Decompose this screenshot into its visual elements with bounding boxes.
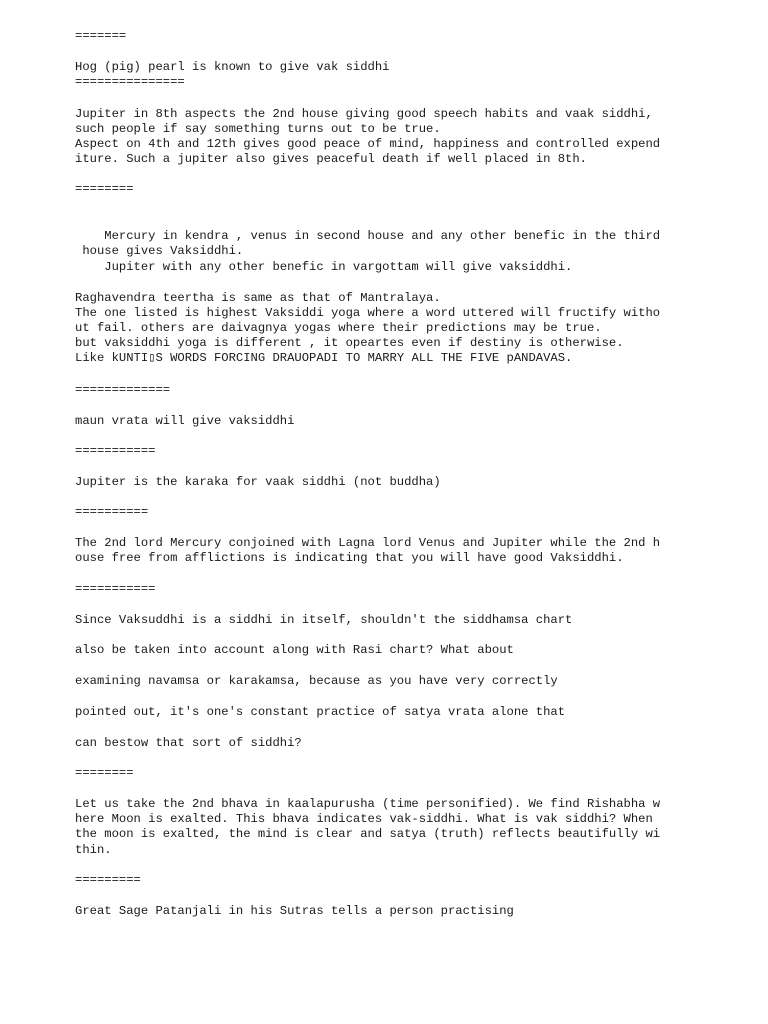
- text-line: but vaksiddhi yoga is different , it opeartes even if destiny is otherwise.: [75, 336, 624, 350]
- separator-line: ===============: [75, 75, 185, 89]
- text-line: also be taken into account along with Rasi chart? What about: [75, 643, 514, 657]
- text-line: Raghavendra teertha is same as that of Mantralaya.: [75, 291, 441, 305]
- separator-line: ===========: [75, 582, 156, 596]
- text-line: Aspect on 4th and 12th gives good peace of mind, happiness and controlled expend: [75, 137, 661, 151]
- text-line: here Moon is exalted. This bhava indicates vak-siddhi. What is vak siddhi? When: [75, 812, 653, 826]
- text-line: Great Sage Patanjali in his Sutras tells a person practising: [75, 904, 514, 918]
- text-line: the moon is exalted, the mind is clear and satya (truth) reflects beautifully wi: [75, 827, 661, 841]
- text-line: can bestow that sort of siddhi?: [75, 736, 302, 750]
- text-line: Jupiter with any other benefic in vargottam will give vaksiddhi.: [75, 260, 573, 274]
- text-line: maun vrata will give vaksiddhi: [75, 414, 295, 428]
- text-line: Jupiter in 8th aspects the 2nd house giving good speech habits and vaak siddhi,: [75, 107, 653, 121]
- text-line: house gives Vaksiddhi.: [75, 244, 244, 258]
- text-line: Like kUNTI▯S WORDS FORCING DRAUOPADI TO MARRY ALL THE FIVE pANDAVAS.: [75, 351, 573, 365]
- heading-line: Hog (pig) pearl is known to give vak siddhi: [75, 60, 390, 74]
- separator-line: ===========: [75, 444, 156, 458]
- text-line: ouse free from afflictions is indicating that you will have good Vaksiddhi.: [75, 551, 624, 565]
- separator-line: ========: [75, 766, 134, 780]
- text-line: such people if say something turns out to be true.: [75, 122, 441, 136]
- text-line: pointed out, it's one's constant practice of satya vrata alone that: [75, 705, 566, 719]
- separator-line: ========: [75, 182, 134, 196]
- text-line: Jupiter is the karaka for vaak siddhi (not buddha): [75, 475, 441, 489]
- text-line: Mercury in kendra , venus in second house and any other benefic in the third: [75, 229, 661, 243]
- separator-line: ==========: [75, 505, 149, 519]
- text-line: The 2nd lord Mercury conjoined with Lagna lord Venus and Jupiter while the 2nd h: [75, 536, 661, 550]
- text-line: thin.: [75, 843, 112, 857]
- text-line: ut fail. others are daivagnya yogas where their predictions may be true.: [75, 321, 602, 335]
- text-line: examining navamsa or karakamsa, because as you have very correctly: [75, 674, 558, 688]
- separator-line: =============: [75, 383, 171, 397]
- separator-line: =======: [75, 29, 127, 43]
- text-line: iture. Such a jupiter also gives peaceful death if well placed in 8th.: [75, 152, 587, 166]
- separator-line: =========: [75, 873, 141, 887]
- text-line: Since Vaksuddhi is a siddhi in itself, shouldn't the siddhamsa chart: [75, 613, 573, 627]
- text-line: Let us take the 2nd bhava in kaalapurusha (time personified). We find Rishabha w: [75, 797, 661, 811]
- text-line: The one listed is highest Vaksiddi yoga where a word uttered will fructify witho: [75, 306, 661, 320]
